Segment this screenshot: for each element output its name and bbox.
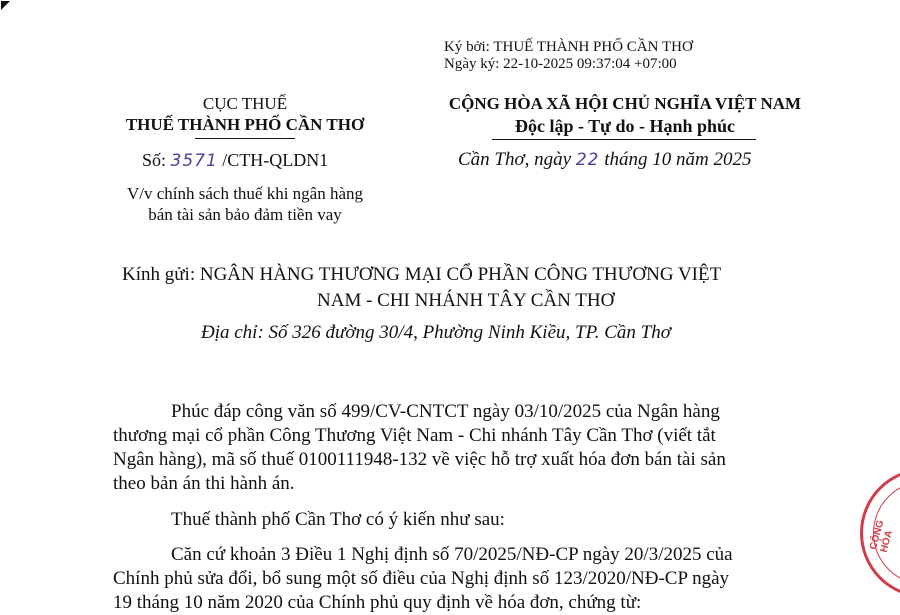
signed-by: Ký bởi: THUẾ THÀNH PHỐ CẦN THƠ (444, 39, 693, 55)
paragraph-2: Thuế thành phố Cần Thơ có ý kiến như sau: (171, 509, 505, 530)
recipient-address: Địa chỉ: Số 326 đường 30/4, Phường Ninh Kiều, TP. Cần Thơ (201, 322, 671, 343)
paragraph-3-line-3: 19 tháng 10 năm 2020 của Chính phủ quy định về hóa đơn, chứng từ: (113, 592, 642, 613)
recipient-line-1: Kính gửi: NGÂN HÀNG THƯƠNG MẠI CỔ PHẦN CÔNG THƯƠNG VIỆT (122, 264, 722, 285)
date-suffix: tháng 10 năm 2025 (604, 149, 752, 170)
corner-mark (0, 0, 14, 14)
signed-date: Ngày ký: 22-10-2025 09:37:04 +07:00 (444, 56, 677, 72)
number-suffix: /CTH-QLDN1 (222, 150, 329, 170)
department-underline (195, 138, 295, 139)
paragraph-3-line-2: Chính phủ sửa đổi, bổ sung một số điều của Nghị định số 123/2020/NĐ-CP ngày (113, 568, 729, 589)
handwritten-number: 3571 (170, 151, 218, 171)
republic-title: CỘNG HÒA XÃ HỘI CHỦ NGHĨA VIỆT NAM (448, 94, 802, 113)
subject-line-1: V/v chính sách thuế khi ngân hàng (126, 184, 364, 203)
seal-text: CỘNG HÒA (868, 519, 896, 554)
recipient-line-2: NAM - CHI NHÁNH TÂY CẦN THƠ (317, 290, 615, 311)
paragraph-1-line-4: theo bản án thi hành án. (113, 473, 295, 494)
motto-underline (492, 139, 756, 140)
paragraph-1-line-3: Ngân hàng), mã số thuế 0100111948-132 về việc hỗ trợ xuất hóa đơn bán tài sản (113, 449, 726, 470)
paragraph-3-line-1: Căn cứ khoản 3 Điều 1 Nghị định số 70/2025/NĐ-CP ngày 20/3/2025 của (171, 544, 733, 565)
subject-line-2: bán tài sản bảo đảm tiền vay (148, 205, 342, 224)
document-date (458, 148, 751, 172)
date-prefix: Cần Thơ, ngày (458, 149, 572, 170)
digital-signature-info (444, 39, 693, 73)
department-name: THUẾ THÀNH PHỐ CẦN THƠ (125, 115, 365, 134)
national-motto: Độc lập - Tự do - Hạnh phúc (514, 116, 736, 136)
paragraph-1-line-1: Phúc đáp công văn số 499/CV-CNTCT ngày 03/10/2025 của Ngân hàng (171, 401, 720, 422)
handwritten-day: 22 (575, 150, 600, 170)
document-number (142, 148, 328, 173)
paragraph-1-line-2: thương mại cổ phần Công Thương Việt Nam - Chi nhánh Tây Cần Thơ (viết tắt (113, 425, 716, 446)
number-prefix: Số: (142, 150, 167, 170)
agency-name: CỤC THUẾ (202, 94, 288, 113)
